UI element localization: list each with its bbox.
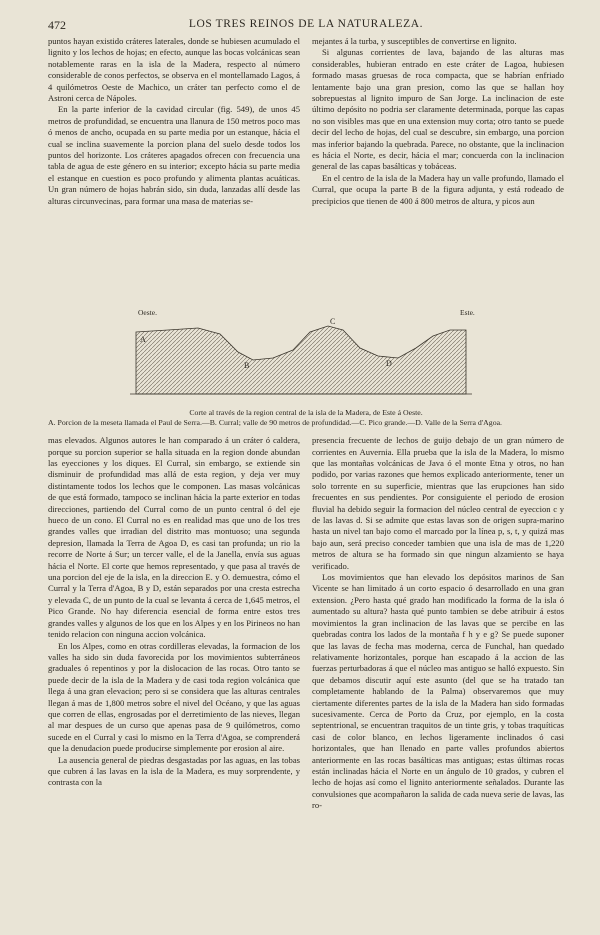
bottom-right-column	[312, 435, 564, 933]
top-right-column	[312, 36, 564, 306]
figure-caption	[48, 408, 564, 427]
bottom-left-column	[48, 435, 300, 933]
paragraph: Si algunas corrientes de lava, bajando de las alturas mas considerables, hubieran entrado en este cráter de Lagoa, hubiesen formado masas gruesas de roca compacta, que se habrían enfriado lentamente bajo una gran presion, como las que se hallan hoy sobrepuestas al lignito impuro de San Jorge. La inclinacion de este último depósito no podria ser claramente determinada, porque las capas no son visibles mas que en una extension muy corta; otro tanto se puede decir del lecho de hojas, del cual se descubre, sin embargo, una porcion mas inferior bajando la quebrada. Parece, no obstante, que la inclinacion es hácia el Norte, es decir, hácia el mar; concuerda con la inclinacion general de las capas basálticas y tobáceas.	[312, 47, 564, 172]
paragraph: En el centro de la isla de la Madera hay un valle profundo, llamado el Curral, que ocupa la parte B de la figura adjunta, y está rodeado de precipicios que tienen de 400 á 800 metros de altura, y picos aun	[312, 172, 564, 206]
section-letter-a: A	[140, 335, 146, 344]
paragraph: puntos hayan existido cráteres laterales, donde se hubiesen acumulado el lignito y los lechos de hojas; en efecto, aunque las bocas volcánicas sean notablemente raras en la isla de la Madera, respecto al número considerable de conos perfectos, se observa en el montellamado Lagos, á 4 quilómetros Oeste de Machico, un cráter tan perfecto como el de Astroni cerca de Nápoles.	[48, 36, 300, 104]
paragraph: Los movimientos que han elevado los depósitos marinos de San Vicente se han limitado á un corto espacio ó desarrollado en una gran extension. ¿Pero hasta qué grado han modificado la forma de la isla ó aumentado su altura? hasta qué punto tambien se debe atribuir á estos movimientos la gran inclinacion de las lavas que se percibe en las quebradas contra los lados de la montaña f h y e g? Se puede suponer que las lavas de fecha mas moderna, cerca de Funchal, han quedado relativamente horizontales, porque han escapado á la accion de las fuerzas perturbadoras á que el núcleo mas antiguo se halló expuesto. Sin que debamos discutir aquí este asunto (del que se ha tratado tan completamente hablando de la Palma) observaremos que muy ciertamente diferentes partes de la isla de la Madera han sido formadas sucesivamente. Cerca de Porto da Cruz, por ejemplo, en la costa septentrional, se encuentran traquitos de un tinte gris, y tobas traquíticas casi de color blanco, en lechos ligeramente inclinados ó casi horizontales, que han llenado en parte valles profundos abiertos anteriormente en las rocas basálticas mas antiguas; estas últimas rocas están inclinadas hácia el Norte en un ángulo de 10 grados, y cubren el lecho de hojas así como el lignito anteriormente señalados. Durante las convulsiones que acompañaron la salida de cada nueva serie de lavas, las ro-	[312, 572, 564, 811]
section-letter-c: C	[330, 317, 336, 326]
cross-section-figure	[48, 308, 564, 406]
paragraph: presencia frecuente de lechos de guijo debajo de un gran número de corrientes en Auvernia. Ella prueba que la isla de la Madera, lo mismo que las montañas volcánicas de Java ó el monte Etna y otros, no han podido, por varias razones que hemos explicado anteriormente, tener un solo torrente en su superficie, mientras que las erupciones han sido frecuentes en sus pendientes. Por consiguiente el periodo de erosion fluvial ha debido seguir la formacion del núcleo central de eyeccion c y de las lavas d. Si se admite que estas lavas son de origen supra-marino hasta un nivel tan bajo como el marcado por la línea p, s, t, y quizá mas bajo aun, será preciso conceder tambien que una isla de mas de 1,220 metros de altura se ha formado sin que ningun alzamiento se haya verificado.	[312, 435, 564, 571]
terrain-profile	[136, 326, 466, 394]
east-label: Este.	[460, 308, 475, 317]
caption-legend: A. Porcion de la meseta llamada el Paul de Serra.—B. Curral; valle de 90 metros de profundidad.—C. Pico grande.—D. Valle de la Serra d'Agoa.	[48, 417, 503, 427]
paragraph: mas elevados. Algunos autores le han comparado á un cráter ó caldera, porque su porcion superior se halla situada en la region donde abundan las eyecciones y los diques. El Curral, sin embargo, se extiende sin disminuir de profundidad mas allá de esta region, y deja ver muy distintamente todos los lechos que le componen. Las masas volcánicas de que está formado, tampoco se inclinan hácia la parte exterior en todas direcciones, partiendo del Curral como de un punto central ó del eje hueco de un cono. El Curral no es en realidad mas que uno de los tres grandes valles que irradian del distrito mas montuoso; una segunda depresion, llamada la Terra de Agoa D, es casi tan profunda; un rio la recorre de Norte á Sur; un tercer valle, el de la Janella, envía sus aguas hácia el Norte. El corte que hemos representado, y que pasa al través de una porcion del eje de la isla, en la direccion E. y O. demuestra, cómo el Curral y la Terra d'Agoa, B y D, están separados por una cresta estrecha y elevada C, de un punto de la cual se levanta á cerca de 1,645 metros, el Pico Grande. No hay diferencia esencial de forma entre estos tres grandes valles y algunos de los que en los Alpes y en los Pirineos no han tenido relacion con ninguna accion volcánica.	[48, 435, 300, 640]
page-number: 472	[48, 18, 66, 32]
top-left-column	[48, 36, 300, 306]
paragraph: En la parte inferior de la cavidad circular (fig. 549), de unos 45 metros de profundidad, se encuentra una llanura de 150 metros poco mas ó menos de ancho, ocupada en su parte media por un estanque, hácia el cual se inclina suavemente la porcion plana del suelo desde todos los puntos del horizonte. Los cráteres apagados ofrecen con frecuencia una tabla de agua de este género en su interior; excepto hácia su parte media el estanque en cuestion es poco profundo y alimenta plantas acuáticas. Un gran número de hojas habrán sido, sin duda, lanzadas allí desde las alturas circunvecinas, para formar una masa de materias se-	[48, 104, 300, 206]
caption-title: Corte al través de la region central de la isla de la Madera, de Este á Oeste.	[189, 408, 423, 417]
top-text-columns	[48, 36, 564, 306]
page-header	[48, 18, 564, 36]
paragraph: mejantes á la turba, y susceptibles de convertirse en lignito.	[312, 36, 517, 46]
section-letter-d: D	[386, 359, 392, 368]
section-letter-b: B	[244, 361, 250, 370]
paragraph: La ausencia general de piedras desgastadas por las aguas, en las tobas que cubren á las lavas en la isla de la Madera, es muy sorprendente, y contrasta con la	[48, 754, 300, 788]
west-label: Oeste.	[138, 308, 157, 317]
paragraph: En los Alpes, como en otras cordilleras elevadas, la formacion de los valles ha sido sin duda favorecida por los movimientos subterráneos graduales ó repentinos y por la dislocacion de las rocas. Otro tanto se puede decir de la isla de la Madera y de casi toda region volcánica que llega á una gran elevacion; pero si se considera que las alturas centrales llegan á mas de 1,800 metros sobre el nivel del Océano, y que las aguas que corren de ellas, engrosadas por el derretimiento de las nieves, llegan al mar despues de un curso que apenas pasa de 9 quilómetros, como sucede en el Curral y casi lo mismo en la Terra d'Agoa, se comprenderá que la denudacion puede producirse simplemente por erosion al aire.	[48, 640, 300, 754]
running-title: LOS TRES REINOS DE LA NATURALEZA.	[188, 18, 424, 30]
bottom-text-columns	[48, 435, 564, 933]
cross-section-illustration	[48, 308, 564, 406]
